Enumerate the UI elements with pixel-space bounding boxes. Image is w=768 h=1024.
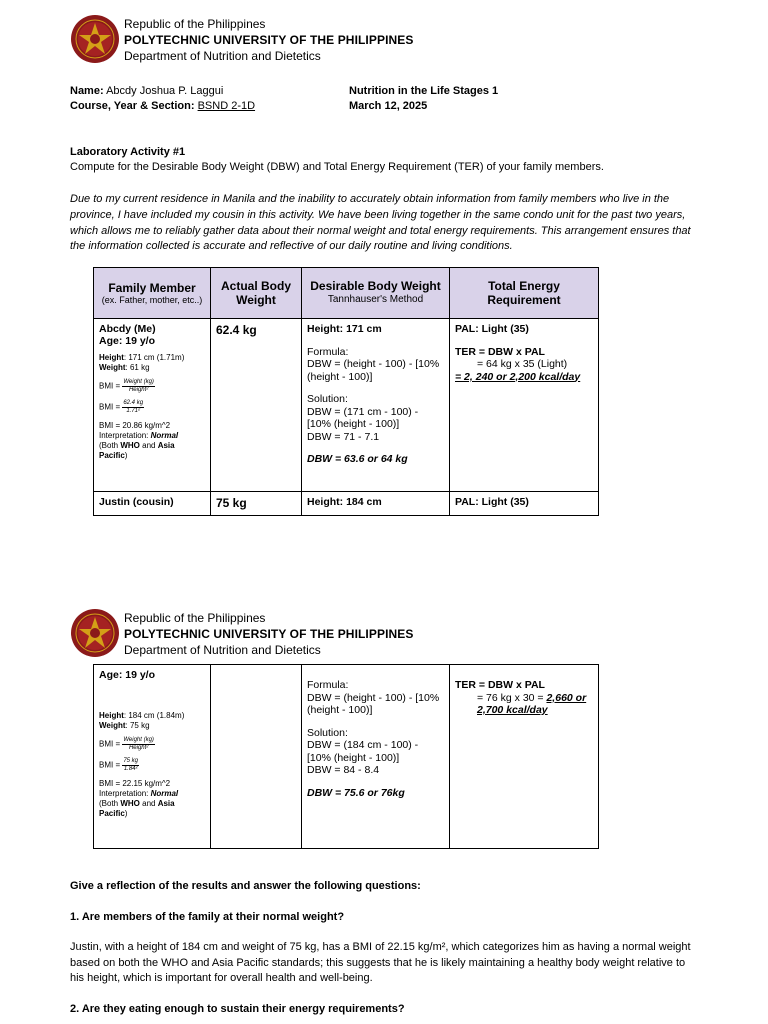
header-ter: Total Energy Requirement [450,268,599,319]
member-cell: Age: 19 y/o Height: 184 cm (1.84m) Weight: 75 kg BMI = $\frac{\text{Weight (kg)}}{\text{Height²}}$ BMI = $\frac{75 kg}{\text{1.84²}}$ BMI = 22.15 kg/m^2 Interpretation: Normal (Both WHO and Asia Pacific) [94,665,211,849]
header-family-member: Family Member (ex. Father, mother, etc..) [94,268,211,319]
name-label: Name: [70,85,104,97]
table-row [94,665,599,849]
actual-weight-cell: 62.4 kg [211,319,302,492]
answer-1: Justin, with a height of 184 cm and weight of 75 kg, has a BMI of 22.15 kg/m², which categorizes him as having a normal weight based on both the WHO and Asia Pacific standards; this suggests that he is likely maintaining a healthy body weight relative to his height, which is important for overall health and well-being. [70,941,691,984]
dbw-ter-table-continued [93,664,599,849]
university-header [70,608,470,658]
question-1: 1. Are members of the family at their normal weight? [70,911,345,923]
table-row [94,319,599,492]
university-seal-logo [70,608,120,658]
table-row [94,492,599,516]
question-2: 2. Are they eating enough to sustain their energy requirements? [70,1003,405,1015]
reflection-prompt: Give a reflection of the results and answer the following questions: [70,880,421,892]
header-department: Department of Nutrition and Dietetics [124,643,321,657]
ter-cell: PAL: Light (35) TER = DBW x PAL = 64 kg x 35 (Light) = 2, 240 or 2,200 kcal/day [450,319,599,492]
subject-info [349,84,498,114]
name-value: Abcdy Joshua P. Laggui [106,85,224,97]
activity-date: March 12, 2025 [349,100,428,112]
course-value: BSND 2-1D [197,100,256,112]
subject-title: Nutrition in the Life Stages 1 [349,85,499,97]
student-info [70,84,255,114]
table-header-row [94,268,599,319]
activity-note: Due to my current residence in Manila and the inability to accurately obtain information from family members who live in the province, I have included my cousin in this activity. We have been living together in the same condo unit for the past two years, which allows me to reliably gather data about their normal weight and total energy requirements. This arrangement ensures that the information collected is accurate and reflective of our daily routine and living conditions. [70,193,691,253]
dbw-cell: Height: 184 cm [302,492,450,516]
header-department: Department of Nutrition and Dietetics [124,49,321,63]
ter-cell: TER = DBW x PAL = 76 kg x 30 = 2,660 or 2,700 kcal/day [450,665,599,849]
member-cell: Abcdy (Me) Age: 19 y/o Height: 171 cm (1.71m) Weight: 61 kg BMI = $\frac{\text{Weight (kg)}}{\text{Height²}}$ BMI = $\frac{62.4 kg}{\text{1.71²}}$ BMI = 20.86 kg/m^2 Interpretation: Normal (Both WHO and Asia Pacific) [94,319,211,492]
header-actual-weight: Actual Body Weight [211,268,302,319]
header-dbw: Desirable Body Weight Tannhauser's Method [302,268,450,319]
dbw-cell: Formula: DBW = (height - 100) - [10% (height - 100)] Solution: DBW = (184 cm - 100) - [10% (height - 100)] DBW = 84 - 8.4 DBW = 75.6 or 76kg [302,665,450,849]
activity-title: Laboratory Activity #1 [70,146,186,158]
dbw-ter-table [93,267,599,516]
header-university: POLYTECHNIC UNIVERSITY OF THE PHILIPPINES [124,33,414,47]
header-republic: Republic of the Philippines [124,17,266,31]
university-header [70,14,470,64]
course-label: Course, Year & Section: [70,100,195,112]
header-republic: Republic of the Philippines [124,611,266,625]
dbw-cell: Height: 171 cm Formula: DBW = (height - 100) - [10% (height - 100)] Solution: DBW = (171 cm - 100) - [10% (height - 100)] DBW = 71 - 7.1 DBW = 63.6 or 64 kg [302,319,450,492]
ter-cell: PAL: Light (35) [450,492,599,516]
member-cell: Justin (cousin) [94,492,211,516]
header-university: POLYTECHNIC UNIVERSITY OF THE PHILIPPINES [124,627,414,641]
actual-weight-cell: 75 kg [211,492,302,516]
actual-weight-cell [211,665,302,849]
activity-description: Compute for the Desirable Body Weight (DBW) and Total Energy Requirement (TER) of your family members. [70,161,604,173]
university-seal-logo [70,14,120,64]
